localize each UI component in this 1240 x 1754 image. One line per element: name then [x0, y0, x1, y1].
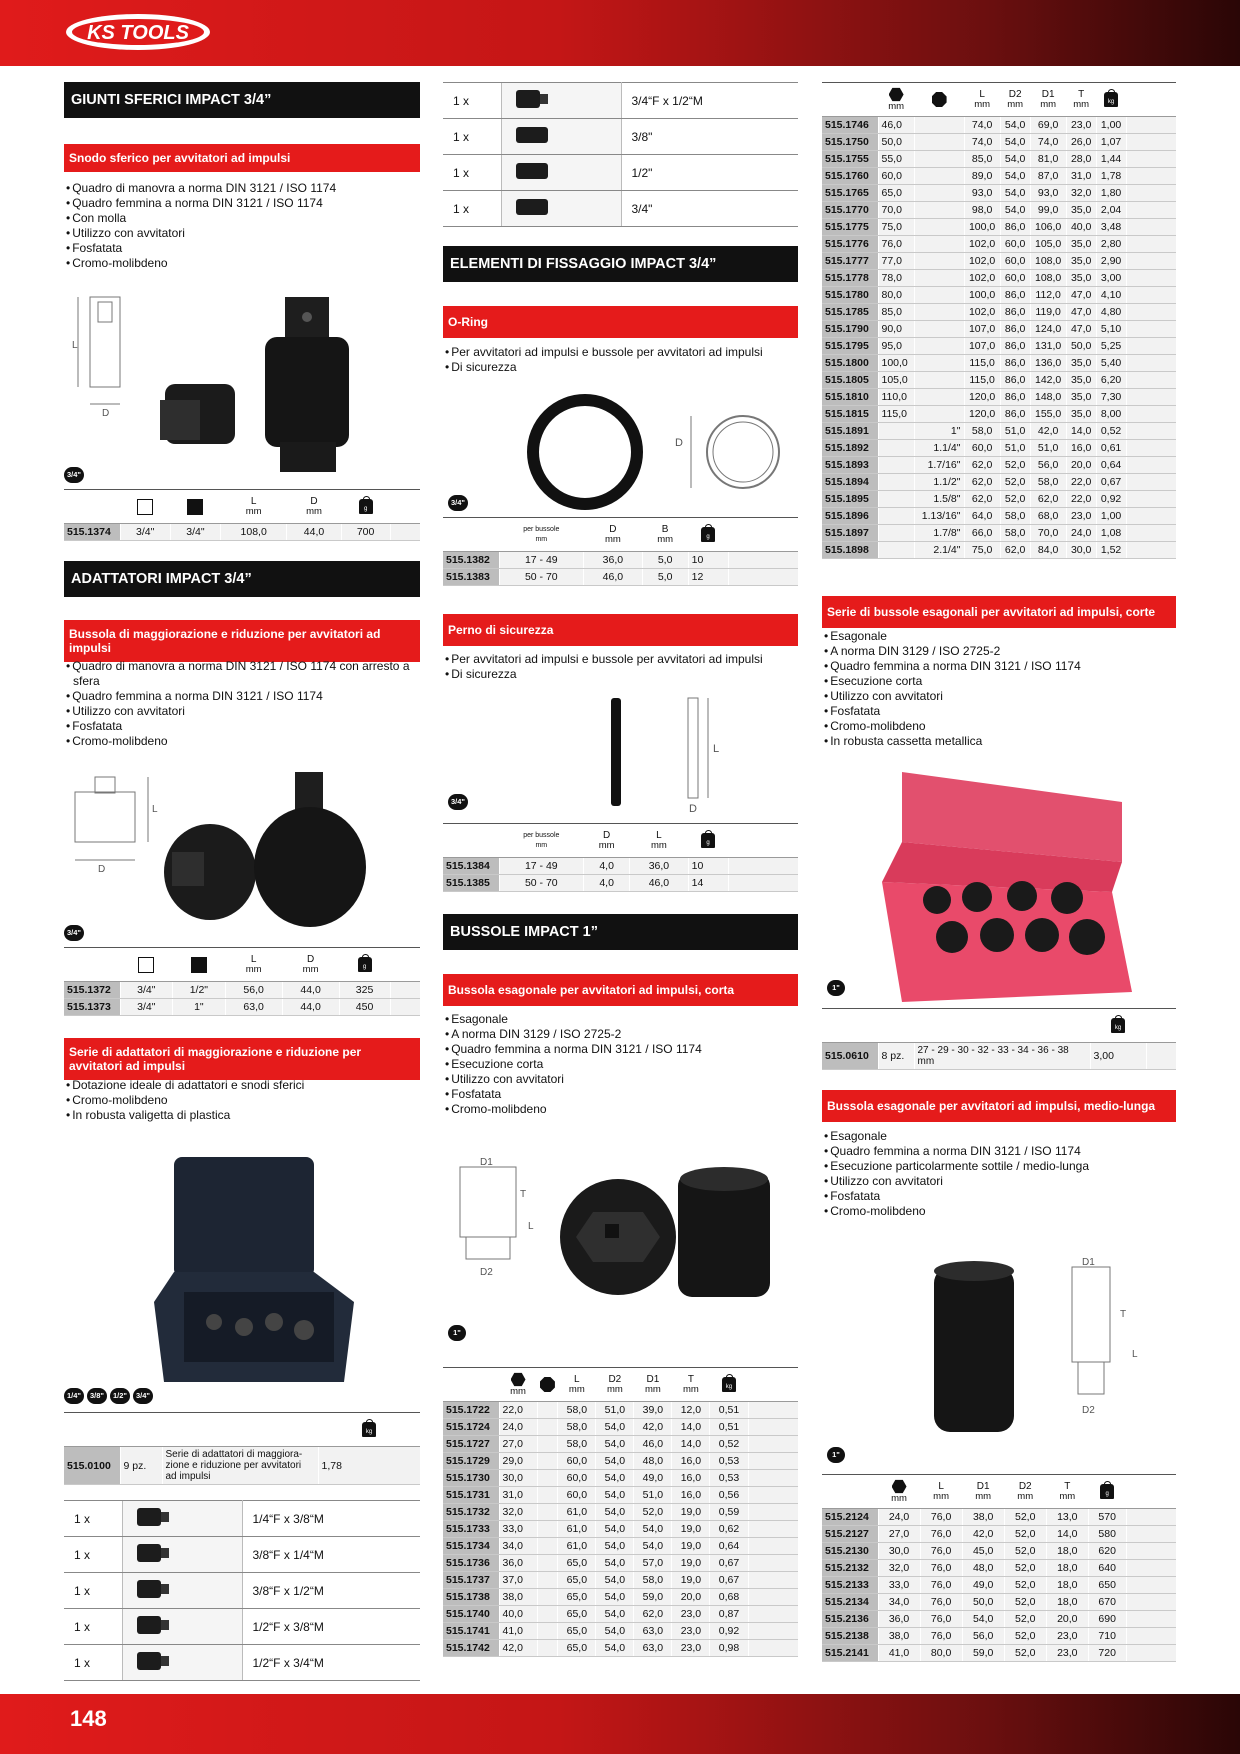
page-footer [0, 1694, 1240, 1754]
table-oring: per bussole mm D mm B mm g 515.1382 17 - 49 36,0 5,0 10 515.1383 50 - 70 46,0 5,0 12 [443, 517, 798, 586]
subtitle-bussole-corta: Bussola esagonale per avvitatori ad impulsi, corta [443, 974, 798, 1006]
table-serie-adattatori [64, 1412, 420, 1485]
list-item: 1 x 3/4" [443, 191, 798, 227]
table-giunti: L mm D mm g 515.1374 3/4" 3/4" 108,0 44,0 700 [64, 489, 420, 541]
table-row: 515.1374 3/4" 3/4" 108,0 44,0 700 [64, 524, 420, 541]
drive-badge: 1" [448, 1325, 466, 1341]
table-row: 515.1777 77,0 102,0 60,0 108,0 35,0 2,90 [822, 253, 1176, 270]
table-row: 515.1740 40,0 65,0 54,0 62,0 23,0 0,87 [443, 1606, 798, 1623]
table-serie-corte [822, 1008, 1176, 1070]
svg-text:D: D [675, 437, 683, 449]
table-row: 515.1732 32,0 61,0 54,0 52,0 19,0 0,59 [443, 1504, 798, 1521]
contents-serie-adattatori [64, 1500, 420, 1681]
svg-text:L: L [713, 743, 720, 755]
weight-icon: g [701, 833, 715, 848]
table-row: 515.1383 50 - 70 46,0 5,0 12 [443, 569, 798, 586]
contents-continued [443, 82, 798, 227]
list-item: 1 x 1/2“F x 3/8“M [64, 1609, 420, 1645]
table-row: 515.1730 30,0 60,0 54,0 49,0 16,0 0,53 [443, 1470, 798, 1487]
table-row: 515.1800 100,0 115,0 86,0 136,0 35,0 5,40 [822, 355, 1176, 372]
subtitle-serie-corte: Serie di bussole esagonali per avvitatori ad impulsi, corte [822, 596, 1176, 628]
table-row: 515.2136 36,0 76,0 54,0 52,0 20,0 690 [822, 1611, 1176, 1628]
adapter-thumb-icon [133, 1648, 173, 1674]
drive-badge: 1/4" [64, 1388, 84, 1404]
table-row: 515.1731 31,0 60,0 54,0 51,0 16,0 0,56 [443, 1487, 798, 1504]
page-number: 148 [70, 1706, 107, 1731]
table-row: 515.1722 22,0 58,0 51,0 39,0 12,0 0,51 [443, 1402, 798, 1419]
table-row: 515.0610 8 pz. 27 - 29 - 30 - 32 - 33 - 34 - 36 - 38 mm 3,00 [822, 1043, 1176, 1070]
universal-joint-image [70, 292, 410, 492]
svg-text:T: T [520, 1189, 527, 1200]
table-row: 515.1372 3/4" 1/2" 56,0 44,0 325 [64, 982, 420, 999]
list-item: 1 x 3/8“F x 1/4“M [64, 1537, 420, 1573]
subtitle-giunti: Snodo sferico per avvitatori ad impulsi [64, 144, 420, 172]
table-row: 515.1778 78,0 102,0 60,0 108,0 35,0 3,00 [822, 270, 1176, 287]
table-adattatori: L mm D mm g 515.1372 3/4" 1/2" 56,0 44,0 325 515.1373 3/4" 1" 63,0 44,0 450 [64, 947, 420, 1016]
hex-size-icon [511, 1372, 526, 1387]
table-row: 515.1382 17 - 49 36,0 5,0 10 [443, 552, 798, 569]
svg-text:D2: D2 [1082, 1405, 1095, 1416]
svg-text:D2: D2 [480, 1267, 493, 1278]
bullets-adattatori: • Quadro di manovra a norma DIN 3121 / ISO 1174 con arresto a sfera • Quadro femmina a norma DIN 3121 / ISO 1174 • Utilizzo con avvitatori • Fosfatata • Cromo-molibdeno [64, 659, 420, 749]
table-row: 515.2134 34,0 76,0 50,0 52,0 18,0 670 [822, 1594, 1176, 1611]
table-row: 515.1770 70,0 98,0 54,0 99,0 35,0 2,04 [822, 202, 1176, 219]
table-row: 515.2133 33,0 76,0 49,0 52,0 18,0 650 [822, 1577, 1176, 1594]
adapter-thumb-icon [133, 1540, 173, 1566]
section-title-elementi: ELEMENTI DI FISSAGGIO IMPACT 3/4” [443, 246, 798, 282]
weight-icon: kg [1111, 1018, 1125, 1033]
subtitle-perno: Perno di sicurezza [443, 614, 798, 646]
short-socket-image [448, 1157, 793, 1317]
weight-icon: g [359, 499, 373, 514]
socket-thumb-icon [512, 158, 552, 184]
table-row: 515.1746 46,0 74,0 54,0 69,0 23,0 1,00 [822, 117, 1176, 134]
bullets-giunti: • Quadro di manovra a norma DIN 3121 / ISO 1174 • Quadro femmina a norma DIN 3121 / ISO 1174 • Con molla • Utilizzo con avvitatori • Fosfatata • Cromo-molibdeno [64, 181, 336, 271]
drive-badges [64, 1388, 153, 1404]
medium-socket-image [922, 1257, 1152, 1437]
drive-badge: 3/8" [87, 1388, 107, 1404]
list-item: 1 x 3/8“F x 1/2“M [64, 1573, 420, 1609]
table-row: 515.1738 38,0 65,0 54,0 59,0 20,0 0,68 [443, 1589, 798, 1606]
section-title-bussole: BUSSOLE IMPACT 1” [443, 914, 798, 950]
o-ring-image [523, 390, 793, 520]
table-row: 515.2127 27,0 76,0 42,0 52,0 14,0 580 [822, 1526, 1176, 1543]
svg-text:D1: D1 [1082, 1257, 1095, 1268]
bullets-serie-corte: • Esagonale • A norma DIN 3129 / ISO 2725-2 • Quadro femmina a norma DIN 3121 / ISO 1174 • Esecuzione corta • Utilizzo con avvitatori • Fosfatata • Cromo-molibdeno • In robusta cassetta metallica [822, 629, 1081, 749]
weight-icon: kg [722, 1377, 736, 1392]
square-drive-outline-icon [137, 499, 153, 515]
subtitle-adattatori: Bussola di maggiorazione e riduzione per avvitatori ad impulsi [64, 620, 420, 662]
svg-text:KS TOOLS: KS TOOLS [87, 22, 189, 44]
square-drive-filled-icon [191, 957, 207, 973]
drive-badge: 3/4" [133, 1388, 153, 1404]
drive-badge: 1" [827, 1447, 845, 1463]
hex-size-inch-icon [932, 92, 947, 107]
drive-badge: 1/2" [110, 1388, 130, 1404]
drive-badge: 3/4" [64, 467, 84, 483]
list-item: 1 x 3/8" [443, 119, 798, 155]
table-row: 515.1734 34,0 61,0 54,0 54,0 19,0 0,64 [443, 1538, 798, 1555]
adapter-thumb-icon [133, 1576, 173, 1602]
adapter-case-image [154, 1152, 364, 1392]
table-row: 515.1755 55,0 85,0 54,0 81,0 28,0 1,44 [822, 151, 1176, 168]
table-perno: per bussole mm D mm L mm g 515.1384 17 - 49 4,0 36,0 10 515.1385 50 - 70 4,0 46,0 14 [443, 823, 798, 892]
weight-icon: g [358, 957, 372, 972]
weight-icon: kg [1104, 92, 1118, 107]
drive-badge: 3/4" [448, 794, 468, 810]
metal-case-image [882, 772, 1142, 1012]
bullets-oring: • Per avvitatori ad impulsi e bussole per avvitatori ad impulsi • Di sicurezza [443, 345, 763, 375]
table-row: 515.1805 105,0 115,0 86,0 142,0 35,0 6,20 [822, 372, 1176, 389]
table-row: 515.1897 1.7/8" 66,0 58,0 70,0 24,0 1,08 [822, 525, 1176, 542]
svg-text:D1: D1 [480, 1157, 493, 1168]
svg-text:D: D [98, 864, 106, 875]
table-row: 515.1742 42,0 65,0 54,0 63,0 23,0 0,98 [443, 1640, 798, 1657]
adapter-thumb-icon [133, 1612, 173, 1638]
table-row: 515.2124 24,0 76,0 38,0 52,0 13,0 570 [822, 1509, 1176, 1526]
table-row: 515.1898 2.1/4" 75,0 62,0 84,0 30,0 1,52 [822, 542, 1176, 559]
table-row: 515.1775 75,0 100,0 86,0 106,0 40,0 3,48 [822, 219, 1176, 236]
table-row: 515.1760 60,0 89,0 54,0 87,0 31,0 1,78 [822, 168, 1176, 185]
table-row: 515.2138 38,0 76,0 56,0 52,0 23,0 710 [822, 1628, 1176, 1645]
table-row: 515.1795 95,0 107,0 86,0 131,0 50,0 5,25 [822, 338, 1176, 355]
table-row: 515.1776 76,0 102,0 60,0 105,0 35,0 2,80 [822, 236, 1176, 253]
section-title-adattatori: ADATTATORI IMPACT 3/4” [64, 561, 420, 597]
table-row: 515.1373 3/4" 1" 63,0 44,0 450 [64, 999, 420, 1016]
table-row: 515.2132 32,0 76,0 48,0 52,0 18,0 640 [822, 1560, 1176, 1577]
table-bussole-corta: mm L mm D2 mm D1 mm T mm kg 515.1722 22,0 58,0 51,0 39,0 12,0 0,51 515.1724 24,0 58,0 54,0 42,0 14,0 0,51 515.1727 27,0 58,0 54,0 46,0 14,0 0,52 515.1729 29,0 60,0 54,0 48,0 16,0 0,53 515.1730 30,0 60,0 54,0 49,0 16,0 0,53 515.1731 31,0 60,0 54,0 51,0 16,0 0,56 515.1732 32,0 61,0 54,0 52,0 19,0 0,59 515.1733 33,0 61,0 54,0 54,0 19,0 0,62 515.1734 34,0 61,0 54,0 54,0 19,0 0,64 515.1736 36,0 65,0 54,0 57,0 19,0 0,67 515.1737 37,0 65,0 54,0 58,0 19,0 0,67 515.1738 38,0 65,0 54,0 59,0 20,0 0,68 515.1740 40,0 65,0 54,0 62,0 23,0 0,87 515.1741 41,0 65,0 54,0 63,0 23,0 0,92 515.1742 42,0 65,0 54,0 63,0 23,0 0,98 [443, 1367, 798, 1657]
drive-badge: 1" [827, 980, 845, 996]
table-row: 515.1741 41,0 65,0 54,0 63,0 23,0 0,92 [443, 1623, 798, 1640]
bullets-bussole-corta: • Esagonale • A norma DIN 3129 / ISO 2725-2 • Quadro femmina a norma DIN 3121 / ISO 1174 • Esecuzione corta • Utilizzo con avvitatori • Fosfatata • Cromo-molibdeno [443, 1012, 702, 1117]
hex-size-inch-icon [540, 1377, 555, 1392]
adapter-thumb-icon [512, 86, 552, 112]
brand-logo [64, 12, 212, 52]
bullets-medio-lunga: • Esagonale • Quadro femmina a norma DIN 3121 / ISO 1174 • Esecuzione particolarmente sottile / medio-lunga • Utilizzo con avvitatori • Fosfatata • Cromo-molibdeno [822, 1129, 1089, 1219]
weight-icon: g [1100, 1484, 1114, 1499]
svg-text:D: D [689, 803, 697, 812]
table-row: 515.1790 90,0 107,0 86,0 124,0 47,0 5,10 [822, 321, 1176, 338]
table-row: 515.1724 24,0 58,0 54,0 42,0 14,0 0,51 [443, 1419, 798, 1436]
svg-text:L: L [1132, 1349, 1138, 1360]
list-item: 1 x 1/2" [443, 155, 798, 191]
table-row: 515.1729 29,0 60,0 54,0 48,0 16,0 0,53 [443, 1453, 798, 1470]
table-row: 515.1385 50 - 70 4,0 46,0 14 [443, 875, 798, 892]
subtitle-medio-lunga: Bussola esagonale per avvitatori ad impulsi, medio-lunga [822, 1090, 1176, 1122]
svg-text:L: L [528, 1221, 534, 1232]
svg-text:L: L [72, 340, 78, 351]
table-row: 515.2130 30,0 76,0 45,0 52,0 18,0 620 [822, 1543, 1176, 1560]
bullets-perno: • Per avvitatori ad impulsi e bussole per avvitatori ad impulsi • Di sicurezza [443, 652, 763, 682]
square-drive-filled-icon [187, 499, 203, 515]
drive-badge: 3/4" [448, 495, 468, 511]
table-row: 515.1765 65,0 93,0 54,0 93,0 32,0 1,80 [822, 185, 1176, 202]
table-row: 515.1815 115,0 120,0 86,0 155,0 35,0 8,00 [822, 406, 1176, 423]
list-item: 1 x 1/4“F x 3/8“M [64, 1501, 420, 1537]
list-item: 1 x 3/4“F x 1/2“M [443, 83, 798, 119]
table-row: 515.1894 1.1/2" 62,0 52,0 58,0 22,0 0,67 [822, 474, 1176, 491]
adapter-thumb-icon [133, 1504, 173, 1530]
table-row: 515.1896 1.13/16" 64,0 58,0 68,0 23,0 1,00 [822, 508, 1176, 525]
socket-thumb-icon [512, 122, 552, 148]
list-item: 1 x 1/2“F x 3/4“M [64, 1645, 420, 1681]
table-row: 515.1733 33,0 61,0 54,0 54,0 19,0 0,62 [443, 1521, 798, 1538]
hex-size-icon [892, 1479, 907, 1494]
table-row: 515.1727 27,0 58,0 54,0 46,0 14,0 0,52 [443, 1436, 798, 1453]
table-row: 515.1736 36,0 65,0 54,0 57,0 19,0 0,67 [443, 1555, 798, 1572]
table-row: 515.1780 80,0 100,0 86,0 112,0 47,0 4,10 [822, 287, 1176, 304]
svg-text:T: T [1120, 1309, 1127, 1320]
socket-thumb-icon [512, 194, 552, 220]
table-row: 515.1891 1" 58,0 51,0 42,0 14,0 0,52 [822, 423, 1176, 440]
subtitle-oring: O-Ring [443, 306, 798, 338]
table-bussole-corta-cont: mm L mm D2 mm D1 mm T mm kg 515.1746 46,0 74,0 54,0 69,0 23,0 1,00 515.1750 50,0 74,0 54,0 74,0 26,0 1,07 515.1755 55,0 85,0 54,0 81,0 28,0 1,44 515.1760 60,0 89,0 54,0 87,0 31,0 1,78 515.1765 65,0 93,0 54,0 93,0 32,0 1,80 515.1770 70,0 98,0 54,0 99,0 35,0 2,04 515.1775 75,0 100,0 86,0 106,0 40,0 3,48 515.1776 76,0 102,0 60,0 105,0 35,0 2,80 515.1777 77,0 102,0 60,0 108,0 35,0 2,90 515.1778 78,0 102,0 60,0 108,0 35,0 3,00 515.1780 80,0 100,0 86,0 112,0 47,0 4,10 515.1785 85,0 102,0 86,0 119,0 47,0 4,80 515.1790 90,0 107,0 86,0 124,0 47,0 5,10 515.1795 95,0 107,0 86,0 131,0 50,0 5,25 515.1800 100,0 115,0 86,0 136,0 35,0 5,40 515.1805 105,0 115,0 86,0 142,0 35,0 6,20 515.1810 110,0 120,0 86,0 148,0 35,0 7,30 515.1815 115,0 120,0 86,0 155,0 35,0 8,00 515.1891 1" 58,0 51,0 42,0 14,0 0,52 515.1892 1.1/4" 60,0 51,0 51,0 16,0 0,61 515.1893 1.7/16" 62,0 52,0 56,0 20,0 0,64 515.1894 1.1/2" 62,0 52,0 58,0 22,0 0,67 515.1895 1.5/8" 62,0 52,0 62,0 22,0 0,92 515.1896 1.13/16" 64,0 58,0 68,0 23,0 1,00 515.1897 1.7/8" 66,0 58,0 70,0 24,0 1,08 515.1898 2.1/4" 75,0 62,0 84,0 30,0 1,52 [822, 82, 1176, 559]
square-drive-outline-icon [138, 957, 154, 973]
table-row: 515.1893 1.7/16" 62,0 52,0 56,0 20,0 0,64 [822, 457, 1176, 474]
weight-icon: g [701, 527, 715, 542]
hex-size-icon [889, 87, 904, 102]
table-row: 515.1750 50,0 74,0 54,0 74,0 26,0 1,07 [822, 134, 1176, 151]
weight-icon: kg [362, 1422, 376, 1437]
table-row: 515.1384 17 - 49 4,0 36,0 10 [443, 858, 798, 875]
svg-text:D: D [102, 408, 110, 419]
table-row: 515.1737 37,0 65,0 54,0 58,0 19,0 0,67 [443, 1572, 798, 1589]
table-row: 515.1895 1.5/8" 62,0 52,0 62,0 22,0 0,92 [822, 491, 1176, 508]
section-title-giunti: GIUNTI SFERICI IMPACT 3/4” [64, 82, 420, 118]
table-medio-lunga: mm L mm D1 mm D2 mm T mm g 515.2124 24,0 76,0 38,0 52,0 13,0 570 515.2127 27,0 76,0 42,0 52,0 14,0 580 515.2130 30,0 76,0 45,0 52,0 18,0 620 515.2132 32,0 76,0 48,0 52,0 18,0 640 515.2133 33,0 76,0 49,0 52,0 18,0 650 515.2134 34,0 76,0 50,0 52,0 18,0 670 515.2136 36,0 76,0 54,0 52,0 20,0 690 515.2138 38,0 76,0 56,0 52,0 23,0 710 515.2141 41,0 80,0 59,0 52,0 23,0 720 [822, 1474, 1176, 1662]
table-row: 515.0100 9 pz. Serie di adattatori di maggiora-zione e riduzione per avvitatori ad impulsi 1,78 [64, 1447, 420, 1485]
table-row: 515.2141 41,0 80,0 59,0 52,0 23,0 720 [822, 1645, 1176, 1662]
subtitle-serie-adattatori: Serie di adattatori di maggiorazione e riduzione per avvitatori ad impulsi [64, 1038, 420, 1080]
table-row: 515.1810 110,0 120,0 86,0 148,0 35,0 7,30 [822, 389, 1176, 406]
drive-badge: 3/4" [64, 925, 84, 941]
adapter-image [70, 772, 410, 932]
safety-pin-image [593, 692, 793, 812]
table-row: 515.1785 85,0 102,0 86,0 119,0 47,0 4,80 [822, 304, 1176, 321]
svg-text:L: L [152, 804, 158, 815]
table-row: 515.1892 1.1/4" 60,0 51,0 51,0 16,0 0,61 [822, 440, 1176, 457]
bullets-serie-adattatori: • Dotazione ideale di adattatori e snodi sferici • Cromo-molibdeno • In robusta valigetta di plastica [64, 1078, 304, 1123]
